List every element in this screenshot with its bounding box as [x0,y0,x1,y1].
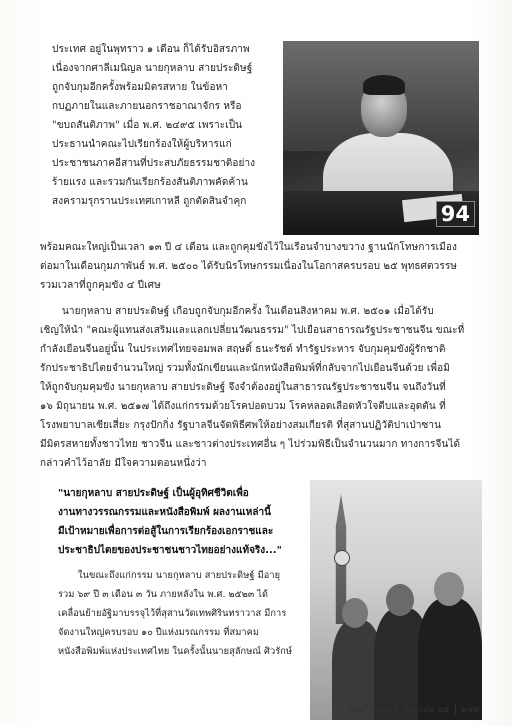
pull-quote [58,484,310,560]
quote-line: มีเป้าหมายเพื่อการต่อสู้ในการเรียกร้องเอกราชและ [58,526,274,537]
photo-clock-face [334,550,350,566]
text-line: เคลื่อนย้ายอัฐิมาบรรจุไว้ที่สุสานวัดเทพศิรินทราวาส มีการ [58,608,287,619]
text-line: มีมิตรสหายทั้งชาวไทย ชาวจีน และชาวต่างประเทศอื่น ๆ ไปร่วมพิธีเป็นจำนวนมาก ทางการจีนได้ [40,439,461,450]
group-photo [310,480,482,720]
text-line: หนังสือพิมพ์แห่งประเทศไทย ในครั้งนั้นนายสุลักษณ์ ศิวรักษ์ [58,646,293,657]
text-line: เนื่องจากศาลีเมนิญล นายกุหลาบ สายประดิษฐ์ [52,63,253,74]
text-line: รักประชาธิปไตยจำนวนใหญ่ รวมทั้งนักเขียนและนักหนังสือพิมพ์ที่กลับจากไปเยือนจีนด้วย เพื่อมิ [40,363,450,374]
text-line: ๑๖ มิถุนายน พ.ศ. ๒๕๑๗ ได้ถึงแก่กรรมด้วยโรคปอดบวม โรคหลอดเลือดหัวใจตีบและอุดตัน ที่ [40,401,446,412]
photo-person-head [386,584,414,616]
text-line: ถูกจับกุมอีกครั้งพร้อมมิตรสหาย ในข้อหา [52,82,229,93]
text-line: ประเทศ อยู่ในพุทราว ๑ เดือน ก็ได้รับอิสรภาพ [52,44,250,55]
text-line: ประชาชนภาคอีสานที่ประสบภัยธรรมชาติอย่าง [52,158,256,169]
photo-person-head [434,572,464,606]
photo-person-head [342,598,368,628]
text-line: ในขณะถึงแก่กรรม นายกุหลาบ สายประดิษฐ์ มีอายุ [78,570,281,581]
paragraph-2 [40,302,480,473]
photo-figure-hair [363,75,405,95]
text-line: โรงพยาบาลเซียเสี่ยะ กรุงปักกิ่ง รัฐบาลจีนจัดพิธีศพให้อย่างสมเกียรติ ที่สุสานปฏิวัติปาเป่าซาน [40,420,442,431]
text-line: รวม ๖๙ ปี ๓ เดือน ๓ วัน ภายหลังใน พ.ศ. ๒๕๒๓ ได้ [58,589,269,600]
quote-line: "นายกุหลาบ สายประดิษฐ์ เป็นผู้อุทิศชีวิตเพื่อ [58,488,249,499]
paragraph-3 [58,566,306,661]
footer-divider [455,703,456,714]
text-line: สงครามรุกรานประเทศเกาหลี ถูกตัดสินจำคุก [52,196,247,207]
page-footer [290,702,480,718]
text-line: เชิญให้นำ "คณะผู้แทนส่งเสริมและแลกเปลี่ยนวัฒนธรรม" ไปเยือนสาธารณรัฐประชาชนจีน ขณะที่ [40,325,465,336]
quote-line: งานทางวรรณกรรมและหนังสือพิมพ์ ผลงานเหล่านี้ [58,507,271,518]
text-line: พร้อมคณะใหญ่เป็นเวลา ๑๓ ปี ๔ เดือน และถูกคุมขังไว้ในเรือนจำบางขวาง ฐานนักโทษการเมือง [40,242,457,253]
text-line: กำลังเยือนจีนอยู่นั้น ในประเทศไทยจอมพล สฤษดิ์ ธนะรัชต์ ทำรัฐประหาร จับกุมคุมขังผู้รักชาติ [40,344,446,355]
paragraph-1 [40,238,480,295]
text-line: ร้ายแรง และรวมกันเรียกร้องสันติภาพคัดค้าน [52,177,248,188]
text-line: จัดงานใหญ่ครบรอบ ๑๐ ปีแห่งมรณกรรม ที่สมาคม [58,627,260,638]
text-line: ต่อมาในเดือนกุมภาพันธ์ พ.ศ. ๒๕๐๐ ได้รับนิรโทษกรรมเนื่องในโอกาสครบรอบ ๒๕ พุทธศตวรรษ [40,261,457,272]
column-text [52,40,278,211]
text-line: รวมเวลาที่ถูกคุมขัง ๔ ปีเศษ [40,280,161,291]
text-line: กล่าวคำไว้อาลัย มีใจความตอนหนึ่งว่า [40,458,207,469]
text-line: กบฏภายในและภายนอกราชอาณาจักร หรือ [52,101,242,112]
photo-number-badge: 94 [436,201,475,227]
page-number: ๑๔๙ [460,705,480,715]
text-line: ประธานนำคณะไปเรียกร้องให้ผู้บริหารแก่ [52,139,232,150]
quote-line: ประชาธิปไตยของประชาชนชาวไทยอย่างแท้จริง..." [58,545,282,556]
text-line: ให้ถูกจับกุมคุมขัง นายกุหลาบ สายประดิษฐ์ จึงจำต้องอยู่ในสาธารณรัฐประชาชนจีน จนถึงวันที่ [40,382,446,393]
text-line: นายกุหลาบ สายประดิษฐ์ เกือบถูกจับกุมอีกครั้ง ในเดือนสิงหาคม พ.ศ. ๒๕๐๑ เมื่อได้รับ [62,306,434,317]
text-line: "ขบถสันติภาพ" เมื่อ พ.ศ. ๒๔๙๕ เพราะเป็น [52,120,243,131]
portrait-photo [283,41,479,235]
footer-title: หอพรีบุคพลสำคัญ เล่ม ๒๕ [347,705,450,715]
